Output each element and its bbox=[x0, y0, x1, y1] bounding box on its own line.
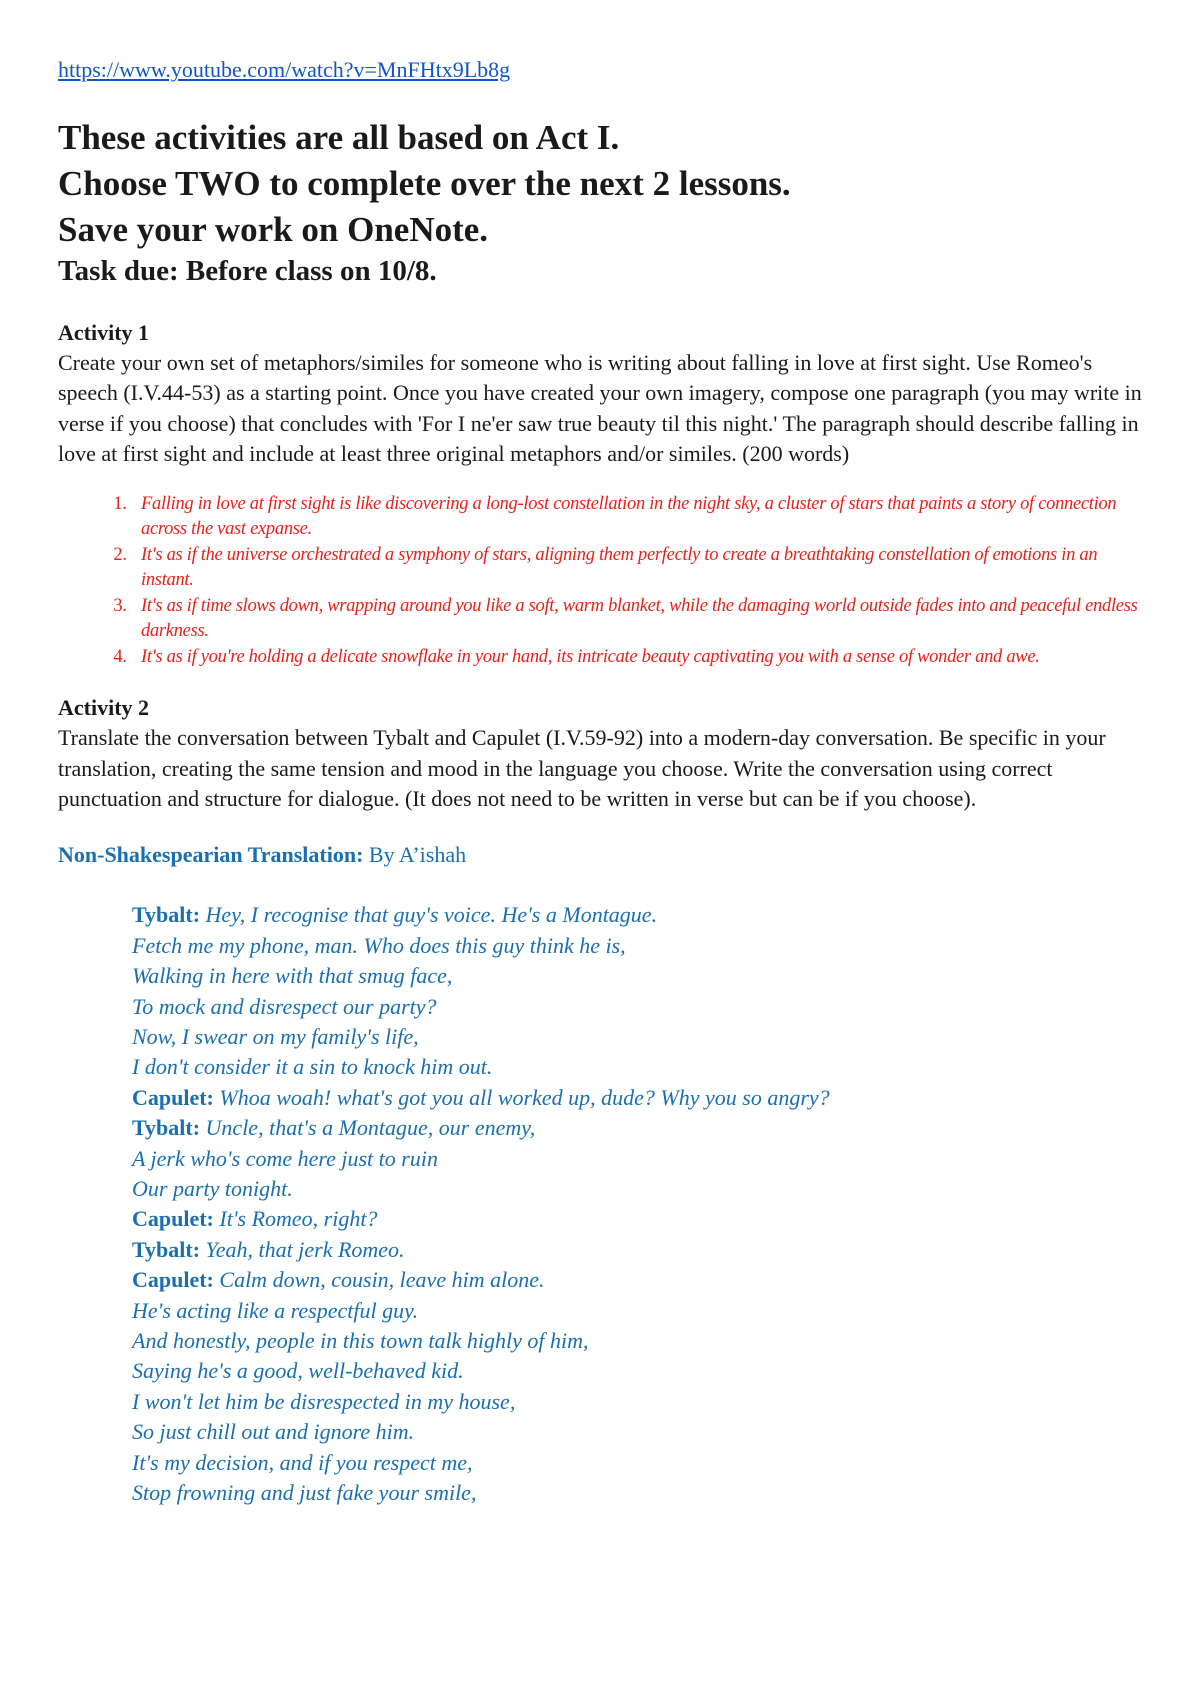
task-due: Task due: Before class on 10/8. bbox=[58, 255, 437, 287]
answer-item: 3. It's as if time slows down, wrapping around you like a soft, warm blanket, while the damaging world outside fades into and peaceful endless darkness. bbox=[131, 594, 1148, 645]
dialogue-text: It's Romeo, right? bbox=[213, 1206, 378, 1232]
dialogue-line bbox=[132, 1235, 1148, 1265]
dialogue-line bbox=[132, 900, 1148, 930]
speaker-name: Tybalt: bbox=[132, 902, 201, 928]
dialogue-text: Our party tonight. bbox=[132, 1176, 293, 1201]
dialogue-line bbox=[132, 992, 1148, 1022]
heading-line-3: Save your work on OneNote. bbox=[58, 210, 489, 249]
dialogue-line bbox=[132, 1144, 1148, 1174]
dialogue-text: Whoa woah! what's got you all worked up, dude? Why you so angry? bbox=[213, 1084, 830, 1110]
dialogue-text: Fetch me my phone, man. Who does this guy think he is, bbox=[132, 932, 626, 958]
document-page bbox=[58, 55, 1148, 1508]
dialogue-text: Uncle, that's a Montague, our enemy, bbox=[200, 1115, 536, 1141]
dialogue-text: Stop frowning and just fake your smile, bbox=[132, 1480, 477, 1506]
dialogue-line bbox=[132, 1326, 1148, 1356]
dialogue-text: Yeah, that jerk Romeo. bbox=[200, 1236, 405, 1262]
dialogue-line bbox=[132, 1417, 1148, 1447]
dialogue-line bbox=[132, 961, 1148, 991]
dialogue-line bbox=[132, 1265, 1148, 1295]
dialogue-text: I don't consider it a sin to knock him out. bbox=[132, 1054, 493, 1080]
dialogue-line bbox=[132, 1174, 1148, 1204]
dialogue-line bbox=[132, 1387, 1148, 1417]
activity-1-answers-list bbox=[58, 492, 1148, 671]
answer-item: 2. It's as if the universe orchestrated a symphony of stars, aligning them perfectly to create a breathtaking constellation of emotions in an instant. bbox=[131, 543, 1148, 594]
dialogue-line bbox=[132, 1448, 1148, 1478]
dialogue-line bbox=[132, 1022, 1148, 1052]
answer-item: 4. It's as if you're holding a delicate snowflake in your hand, its intricate beauty captivating you with a sense of wonder and awe. bbox=[131, 645, 1148, 671]
dialogue-line bbox=[132, 1204, 1148, 1234]
answer-item: 1. Falling in love at first sight is like discovering a long-lost constellation in the night sky, a cluster of stars that paints a story of connection across the vast expanse. bbox=[131, 492, 1148, 543]
dialogue-line bbox=[132, 1478, 1148, 1508]
activity-1-instructions: Create your own set of metaphors/similes for someone who is writing about falling in love at first sight. Use Romeo's speech (I.V.44-53) as a starting point. Once you have created your own imagery, compose one paragraph (you may write in verse if you choose) that concludes with 'For I ne'er saw true beauty til this night.' The paragraph should describe falling in love at first sight and include at least three original metaphors and/or similes. (200 words) bbox=[58, 350, 1142, 467]
activity-2-instructions: Translate the conversation between Tybalt and Capulet (I.V.59-92) into a modern-day conversation. Be specific in your translation, creating the same tension and mood in the language you choose. Write the conversation using correct punctuation and structure for dialogue. (It does not need to be written in verse but can be if you choose). bbox=[58, 725, 1106, 811]
translation-label: Non-Shakespearian Translation: bbox=[58, 842, 364, 868]
dialogue-text: Calm down, cousin, leave him alone. bbox=[213, 1267, 545, 1293]
dialogue-line bbox=[132, 1113, 1148, 1143]
dialogue-text: He's acting like a respectful guy. bbox=[132, 1297, 419, 1323]
speaker-name: Tybalt: bbox=[132, 1115, 201, 1141]
dialogue-line bbox=[132, 1052, 1148, 1082]
dialogue-text: It's my decision, and if you respect me, bbox=[132, 1449, 473, 1475]
activity-1-title: Activity 1 bbox=[58, 320, 150, 345]
speaker-name: Capulet: bbox=[132, 1267, 214, 1293]
dialogue-line bbox=[132, 1356, 1148, 1386]
speaker-name: Capulet: bbox=[132, 1084, 214, 1110]
heading-line-1: These activities are all based on Act I. bbox=[58, 118, 620, 157]
dialogue-line bbox=[132, 1296, 1148, 1326]
dialogue-line bbox=[132, 931, 1148, 961]
dialogue-text: To mock and disrespect our party? bbox=[132, 993, 437, 1019]
dialogue-line bbox=[132, 1083, 1148, 1113]
dialogue-text: A jerk who's come here just to ruin bbox=[132, 1145, 438, 1171]
dialogue-text: And honestly, people in this town talk highly of him, bbox=[132, 1328, 589, 1354]
dialogue-text: Saying he's a good, well-behaved kid. bbox=[132, 1358, 464, 1384]
activity-2-section bbox=[58, 692, 1148, 814]
dialogue-text: Now, I swear on my family's life, bbox=[132, 1023, 419, 1049]
translation-heading bbox=[58, 840, 1148, 870]
heading-line-2: Choose TWO to complete over the next 2 lessons. bbox=[58, 164, 791, 203]
translation-dialogue bbox=[58, 900, 1148, 1508]
activity-1-section bbox=[58, 317, 1148, 670]
speaker-name: Capulet: bbox=[132, 1206, 214, 1232]
speaker-name: Tybalt: bbox=[132, 1236, 201, 1262]
heading-block bbox=[58, 115, 1148, 289]
activity-2-title: Activity 2 bbox=[58, 695, 150, 721]
dialogue-text: I won't let him be disrespected in my house, bbox=[132, 1388, 516, 1414]
dialogue-text: Hey, I recognise that guy's voice. He's a Montague. bbox=[200, 902, 658, 928]
translation-author: By A’ishah bbox=[363, 842, 467, 868]
dialogue-text: So just chill out and ignore him. bbox=[132, 1419, 415, 1445]
youtube-link[interactable]: https://www.youtube.com/watch?v=MnFHtx9Lb8g bbox=[58, 57, 511, 82]
dialogue-text: Walking in here with that smug face, bbox=[132, 963, 453, 989]
